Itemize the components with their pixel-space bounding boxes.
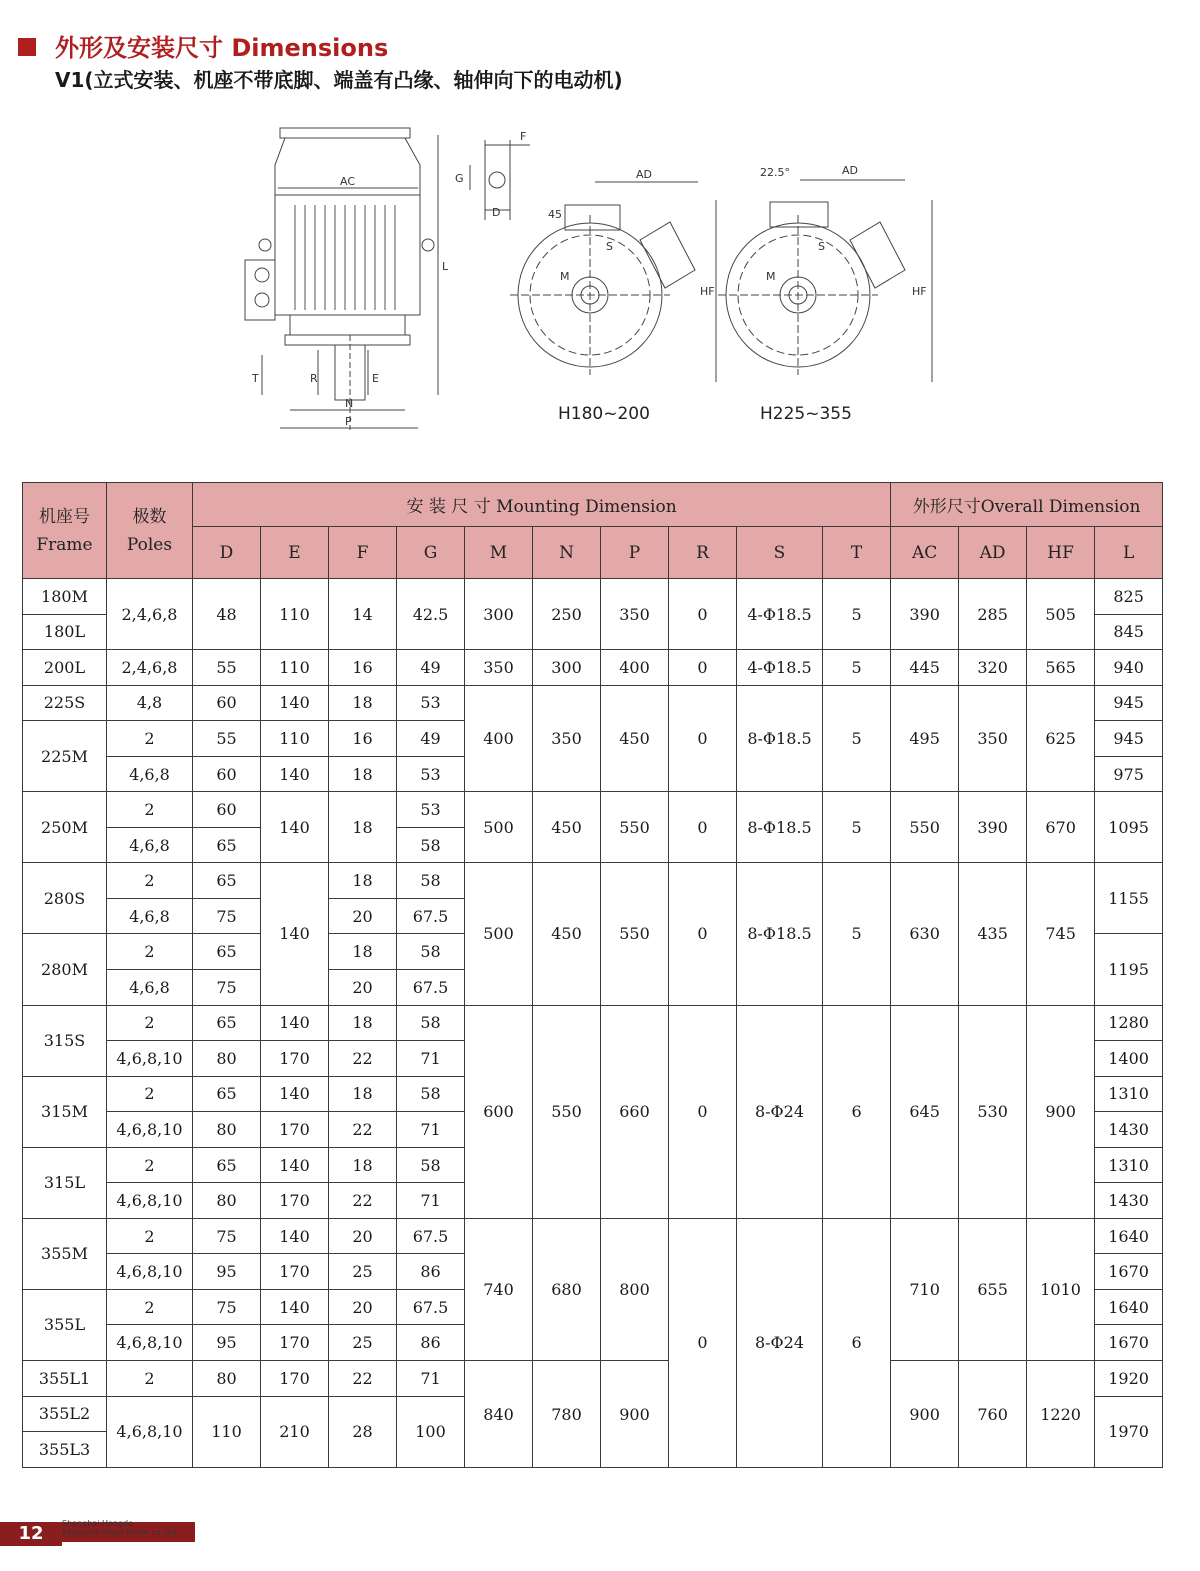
cell-HF: 505 [1027, 579, 1095, 650]
cell-E: 140 [261, 1289, 329, 1325]
cell-G: 53 [397, 685, 465, 721]
cell-E: 140 [261, 1005, 329, 1041]
cell-G: 53 [397, 792, 465, 828]
cell-D: 55 [193, 721, 261, 757]
cell-T: 5 [823, 650, 891, 686]
company-name [62, 1519, 176, 1537]
cell-E: 140 [261, 685, 329, 721]
cell-L: 945 [1095, 721, 1163, 757]
label-M-a: M [560, 270, 570, 283]
cell-G: 67.5 [397, 1289, 465, 1325]
cell-D: 75 [193, 1289, 261, 1325]
cell-R: 0 [669, 863, 737, 1005]
cell-D: 75 [193, 898, 261, 934]
cell-G: 71 [397, 1361, 465, 1397]
cell-R: 0 [669, 1218, 737, 1467]
label-G: G [455, 172, 464, 185]
cell-N: 780 [533, 1361, 601, 1468]
cell-poles: 2 [107, 721, 193, 757]
cell-F: 18 [329, 934, 397, 970]
cell-D: 48 [193, 579, 261, 650]
cell-frame: 250M [23, 792, 107, 863]
col-header-R: R [669, 527, 737, 579]
cell-G: 71 [397, 1112, 465, 1148]
cell-frame: 200L [23, 650, 107, 686]
cell-frame: 315S [23, 1005, 107, 1076]
cell-G: 86 [397, 1325, 465, 1361]
cell-frame: 225M [23, 721, 107, 792]
cell-F: 22 [329, 1041, 397, 1077]
cell-D: 65 [193, 863, 261, 899]
cell-F: 22 [329, 1361, 397, 1397]
cell-F: 20 [329, 1218, 397, 1254]
cell-F: 16 [329, 721, 397, 757]
cell-poles: 4,6,8,10 [107, 1396, 193, 1467]
cell-L: 845 [1095, 614, 1163, 650]
cell-AC: 710 [891, 1218, 959, 1360]
cell-P: 550 [601, 863, 669, 1005]
cell-F: 18 [329, 685, 397, 721]
page-number: 12 [0, 1522, 62, 1546]
cell-L: 1430 [1095, 1183, 1163, 1219]
cell-poles: 4,6,8,10 [107, 1254, 193, 1290]
label-L: L [442, 260, 449, 273]
cell-E: 140 [261, 1218, 329, 1254]
cell-M: 600 [465, 1005, 533, 1218]
cell-G: 58 [397, 863, 465, 899]
company-name-line1: Shanghai Hengde [62, 1519, 134, 1528]
cell-E: 170 [261, 1254, 329, 1290]
cell-G: 67.5 [397, 898, 465, 934]
cell-HF: 670 [1027, 792, 1095, 863]
cell-S: 8-Φ18.5 [737, 792, 823, 863]
cell-E: 170 [261, 1361, 329, 1397]
cell-frame: 355L [23, 1289, 107, 1360]
motor-side-view [245, 128, 438, 430]
cell-T: 5 [823, 579, 891, 650]
cell-T: 5 [823, 863, 891, 1005]
cell-E: 140 [261, 863, 329, 1005]
cell-L: 945 [1095, 685, 1163, 721]
cell-G: 71 [397, 1183, 465, 1219]
cell-P: 660 [601, 1005, 669, 1218]
cell-G: 58 [397, 934, 465, 970]
cell-poles: 4,6,8 [107, 898, 193, 934]
cell-L: 1640 [1095, 1289, 1163, 1325]
cell-R: 0 [669, 650, 737, 686]
cell-S: 8-Φ18.5 [737, 685, 823, 792]
cell-frame: 355L3 [23, 1432, 107, 1468]
col-header-N: N [533, 527, 601, 579]
cell-L: 975 [1095, 756, 1163, 792]
cell-D: 55 [193, 650, 261, 686]
page-title: 外形及安装尺寸 Dimensions [55, 34, 389, 62]
cell-E: 110 [261, 579, 329, 650]
table-row [23, 650, 1163, 686]
cell-D: 65 [193, 934, 261, 970]
label-45: 45 [548, 208, 562, 221]
cell-P: 350 [601, 579, 669, 650]
label-S-a: S [606, 240, 613, 253]
label-T: T [252, 372, 259, 385]
cell-D: 75 [193, 1218, 261, 1254]
cell-poles: 2 [107, 1147, 193, 1183]
cell-poles: 2 [107, 1361, 193, 1397]
cell-G: 71 [397, 1041, 465, 1077]
cell-L: 1310 [1095, 1076, 1163, 1112]
cell-F: 25 [329, 1325, 397, 1361]
cell-frame: 280S [23, 863, 107, 934]
cell-L: 1430 [1095, 1112, 1163, 1148]
label-22-5: 22.5° [760, 166, 790, 179]
label-AC: AC [340, 175, 356, 188]
cell-N: 550 [533, 1005, 601, 1218]
cell-poles: 2 [107, 863, 193, 899]
cell-AD: 285 [959, 579, 1027, 650]
cell-AD: 320 [959, 650, 1027, 686]
cell-E: 170 [261, 1041, 329, 1077]
table-row [23, 579, 1163, 615]
cell-F: 20 [329, 970, 397, 1006]
cell-frame: 315L [23, 1147, 107, 1218]
cell-N: 250 [533, 579, 601, 650]
front-view-b [718, 180, 932, 382]
cell-D: 60 [193, 685, 261, 721]
cell-T: 5 [823, 685, 891, 792]
cell-E: 110 [261, 721, 329, 757]
table-row [23, 863, 1163, 899]
cell-poles: 4,6,8 [107, 970, 193, 1006]
cell-T: 6 [823, 1218, 891, 1467]
cell-E: 170 [261, 1183, 329, 1219]
cell-AC: 495 [891, 685, 959, 792]
cell-F: 18 [329, 1076, 397, 1112]
cell-AC: 630 [891, 863, 959, 1005]
col-header-E: E [261, 527, 329, 579]
cell-HF: 1220 [1027, 1361, 1095, 1468]
cell-frame: 355L1 [23, 1361, 107, 1397]
cell-D: 65 [193, 1005, 261, 1041]
col-header-HF: HF [1027, 527, 1095, 579]
cell-E: 140 [261, 792, 329, 863]
label-S-b: S [818, 240, 825, 253]
col-header-P: P [601, 527, 669, 579]
cell-E: 210 [261, 1396, 329, 1467]
cell-D: 95 [193, 1325, 261, 1361]
col-header-F: F [329, 527, 397, 579]
cell-poles: 2 [107, 1218, 193, 1254]
cell-poles: 2,4,6,8 [107, 650, 193, 686]
cell-G: 58 [397, 1005, 465, 1041]
cell-M: 300 [465, 579, 533, 650]
cell-P: 800 [601, 1218, 669, 1360]
cell-F: 18 [329, 1147, 397, 1183]
cell-G: 86 [397, 1254, 465, 1290]
cell-R: 0 [669, 685, 737, 792]
cell-L: 1095 [1095, 792, 1163, 863]
cell-AD: 760 [959, 1361, 1027, 1468]
cell-G: 58 [397, 827, 465, 863]
cell-M: 400 [465, 685, 533, 792]
cell-poles: 2 [107, 792, 193, 828]
cell-D: 75 [193, 970, 261, 1006]
cell-T: 5 [823, 792, 891, 863]
label-P: P [345, 415, 352, 428]
cell-poles: 2 [107, 1289, 193, 1325]
cell-poles: 4,6,8,10 [107, 1325, 193, 1361]
motor-dimension-drawing [0, 110, 1200, 450]
cell-poles: 2 [107, 1076, 193, 1112]
cell-HF: 1010 [1027, 1218, 1095, 1360]
cell-G: 58 [397, 1076, 465, 1112]
cell-L: 1920 [1095, 1361, 1163, 1397]
cell-poles: 4,6,8 [107, 827, 193, 863]
cell-G: 42.5 [397, 579, 465, 650]
cell-G: 67.5 [397, 970, 465, 1006]
cell-F: 20 [329, 1289, 397, 1325]
cell-HF: 900 [1027, 1005, 1095, 1218]
cell-S: 8-Φ24 [737, 1218, 823, 1467]
cell-T: 6 [823, 1005, 891, 1218]
cell-G: 49 [397, 650, 465, 686]
cell-S: 8-Φ24 [737, 1005, 823, 1218]
cell-F: 18 [329, 792, 397, 863]
cell-AD: 435 [959, 863, 1027, 1005]
cell-L: 1400 [1095, 1041, 1163, 1077]
cell-L: 1640 [1095, 1218, 1163, 1254]
col-header-T: T [823, 527, 891, 579]
variant-label-h180: H180~200 [558, 404, 650, 424]
cell-poles: 4,6,8,10 [107, 1041, 193, 1077]
cell-L: 1310 [1095, 1147, 1163, 1183]
cell-HF: 625 [1027, 685, 1095, 792]
variant-label-h225: H225~355 [760, 404, 852, 424]
cell-M: 740 [465, 1218, 533, 1360]
cell-AC: 645 [891, 1005, 959, 1218]
col-header-M: M [465, 527, 533, 579]
col-header-AD: AD [959, 527, 1027, 579]
cell-HF: 565 [1027, 650, 1095, 686]
cell-frame: 180M [23, 579, 107, 615]
cell-poles: 4,6,8,10 [107, 1112, 193, 1148]
cell-M: 840 [465, 1361, 533, 1468]
label-AD-a: AD [636, 168, 652, 181]
overall-dimension-header: 外形尺寸Overall Dimension [891, 483, 1163, 527]
cell-F: 16 [329, 650, 397, 686]
cell-E: 140 [261, 1076, 329, 1112]
page-subtitle: V1(立式安装、机座不带底脚、端盖有凸缘、轴伸向下的电动机) [55, 68, 623, 92]
cell-D: 95 [193, 1254, 261, 1290]
col-header-D: D [193, 527, 261, 579]
cell-frame: 280M [23, 934, 107, 1005]
cell-F: 14 [329, 579, 397, 650]
dimension-table [22, 482, 1163, 1468]
label-N: N [345, 397, 354, 410]
cell-L: 1970 [1095, 1396, 1163, 1467]
table-row [23, 1361, 1163, 1397]
cell-D: 65 [193, 1147, 261, 1183]
cell-poles: 2 [107, 1005, 193, 1041]
cell-D: 80 [193, 1183, 261, 1219]
label-F: F [520, 130, 527, 143]
cell-frame: 355L2 [23, 1396, 107, 1432]
cell-F: 18 [329, 863, 397, 899]
label-HF-a: HF [700, 285, 715, 298]
label-HF-b: HF [912, 285, 927, 298]
cell-frame: 180L [23, 614, 107, 650]
col-frame-header: 机座号 Frame [23, 483, 107, 579]
cell-G: 100 [397, 1396, 465, 1467]
cell-poles: 4,6,8 [107, 756, 193, 792]
cell-AD: 390 [959, 792, 1027, 863]
cell-R: 0 [669, 579, 737, 650]
cell-M: 350 [465, 650, 533, 686]
cell-F: 25 [329, 1254, 397, 1290]
cell-F: 20 [329, 898, 397, 934]
cell-E: 170 [261, 1112, 329, 1148]
cell-E: 140 [261, 1147, 329, 1183]
cell-F: 18 [329, 1005, 397, 1041]
cell-D: 65 [193, 1076, 261, 1112]
cell-AC: 900 [891, 1361, 959, 1468]
cell-AD: 530 [959, 1005, 1027, 1218]
cell-F: 22 [329, 1183, 397, 1219]
company-name-line2: Explosion Proof Motor co.,ltd [62, 1528, 177, 1537]
col-header-L: L [1095, 527, 1163, 579]
table-row [23, 685, 1163, 721]
cell-AC: 445 [891, 650, 959, 686]
cell-M: 500 [465, 863, 533, 1005]
cell-P: 550 [601, 792, 669, 863]
cell-N: 680 [533, 1218, 601, 1360]
table-row [23, 1218, 1163, 1254]
cell-frame: 355M [23, 1218, 107, 1289]
cell-F: 28 [329, 1396, 397, 1467]
title-bullet [18, 38, 36, 56]
cell-AD: 655 [959, 1218, 1027, 1360]
cell-L: 1280 [1095, 1005, 1163, 1041]
cell-D: 110 [193, 1396, 261, 1467]
cell-poles: 4,8 [107, 685, 193, 721]
cell-D: 80 [193, 1112, 261, 1148]
col-header-AC: AC [891, 527, 959, 579]
cell-poles: 4,6,8,10 [107, 1183, 193, 1219]
cell-M: 500 [465, 792, 533, 863]
cell-E: 170 [261, 1325, 329, 1361]
col-header-G: G [397, 527, 465, 579]
cell-L: 1195 [1095, 934, 1163, 1005]
cell-AD: 350 [959, 685, 1027, 792]
cell-F: 22 [329, 1112, 397, 1148]
cell-L: 1155 [1095, 863, 1163, 934]
cell-R: 0 [669, 1005, 737, 1218]
cell-L: 825 [1095, 579, 1163, 615]
col-poles-header: 极数 Poles [107, 483, 193, 579]
cell-HF: 745 [1027, 863, 1095, 1005]
cell-G: 53 [397, 756, 465, 792]
cell-P: 400 [601, 650, 669, 686]
cell-G: 49 [397, 721, 465, 757]
cell-AC: 550 [891, 792, 959, 863]
mounting-dimension-header: 安 装 尺 寸 Mounting Dimension [193, 483, 891, 527]
label-AD-b: AD [842, 164, 858, 177]
cell-R: 0 [669, 792, 737, 863]
cell-D: 60 [193, 756, 261, 792]
cell-G: 67.5 [397, 1218, 465, 1254]
cell-F: 18 [329, 756, 397, 792]
cell-D: 80 [193, 1361, 261, 1397]
cell-G: 58 [397, 1147, 465, 1183]
cell-poles: 2,4,6,8 [107, 579, 193, 650]
cell-N: 350 [533, 685, 601, 792]
cell-E: 140 [261, 756, 329, 792]
label-E: E [372, 372, 379, 385]
cell-N: 450 [533, 863, 601, 1005]
cell-N: 450 [533, 792, 601, 863]
cell-P: 900 [601, 1361, 669, 1468]
cell-D: 60 [193, 792, 261, 828]
cell-AC: 390 [891, 579, 959, 650]
cell-L: 1670 [1095, 1325, 1163, 1361]
cell-frame: 225S [23, 685, 107, 721]
cell-S: 4-Φ18.5 [737, 650, 823, 686]
table-row [23, 1005, 1163, 1041]
label-R: R [310, 372, 318, 385]
cell-D: 65 [193, 827, 261, 863]
cell-E: 110 [261, 650, 329, 686]
front-view-a [510, 182, 716, 382]
cell-P: 450 [601, 685, 669, 792]
cell-D: 80 [193, 1041, 261, 1077]
table-row [23, 792, 1163, 828]
label-M-b: M [766, 270, 776, 283]
cell-L: 1670 [1095, 1254, 1163, 1290]
cell-S: 8-Φ18.5 [737, 863, 823, 1005]
cell-L: 940 [1095, 650, 1163, 686]
label-D: D [492, 206, 501, 219]
cell-frame: 315M [23, 1076, 107, 1147]
col-header-S: S [737, 527, 823, 579]
cell-S: 4-Φ18.5 [737, 579, 823, 650]
cell-poles: 2 [107, 934, 193, 970]
cell-N: 300 [533, 650, 601, 686]
